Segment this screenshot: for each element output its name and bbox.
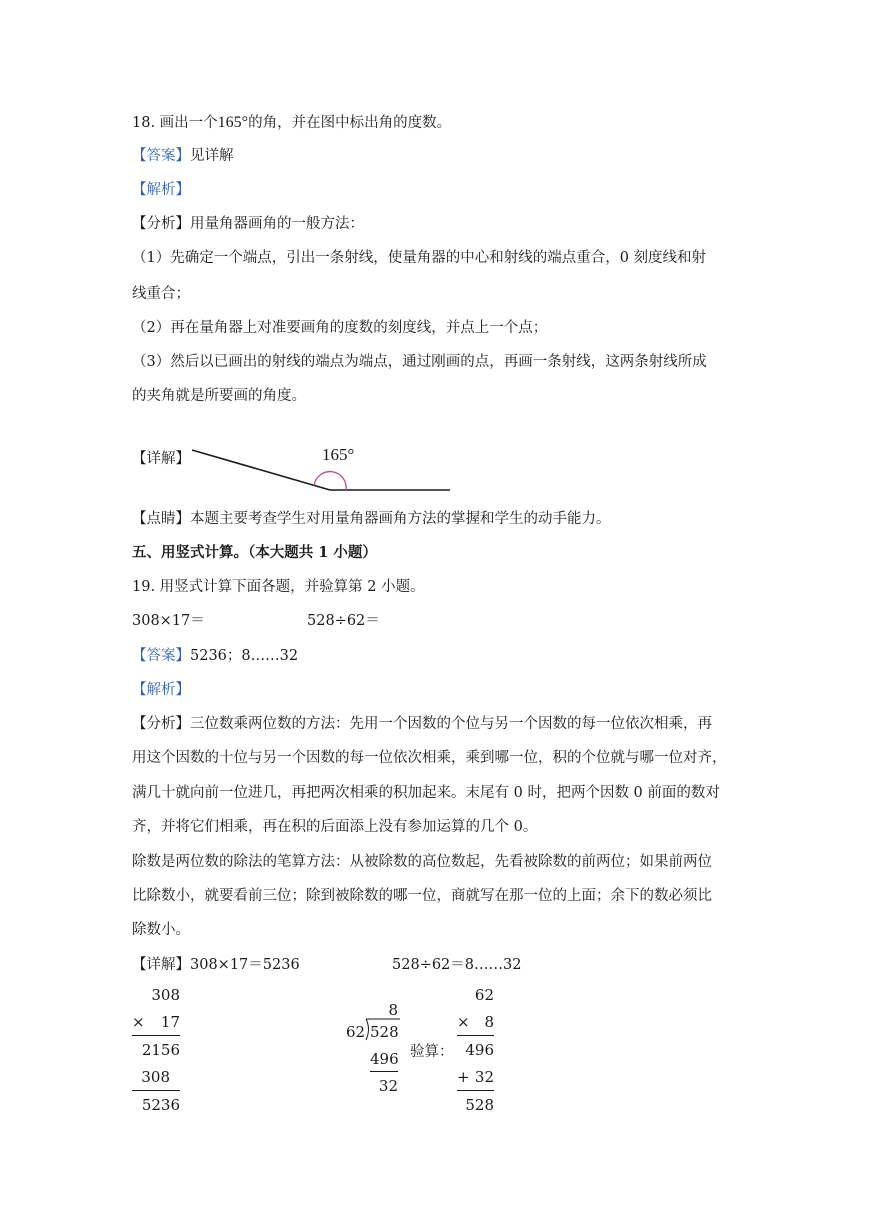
q19-expr1: 308×17＝ <box>132 613 205 629</box>
mult-rule-1 <box>132 1035 180 1036</box>
q19-method-p1: 【分析】三位数乘两位数的方法：先用一个因数的个位与另一个因数的每一位依次相乘，再 <box>132 716 712 732</box>
q18-step1a: （1）先确定一个端点，引出一条射线，使量角器的中心和射线的端点重合，0 刻度线和射 <box>132 250 707 266</box>
div-divisor: 62 <box>346 1023 366 1041</box>
section5-title: 五、用竖式计算。（本大题共 1 小题） <box>132 544 377 561</box>
check-times: × <box>457 1013 470 1031</box>
q19-method-p7: 除数小。 <box>132 922 190 938</box>
q19-detail1: 【详解】308×17＝5236 <box>132 957 300 973</box>
q18-detail-tag: 【详解】 <box>132 451 190 467</box>
div-rule <box>370 1071 398 1072</box>
q18-step2: （2）再在量角器上对准要画角的度数的刻度线，并点上一个点； <box>132 320 548 336</box>
q19-method-p4: 齐，并将它们相乘，再在积的后面添上没有参加运算的几个 0。 <box>132 819 538 835</box>
q18-method: 【分析】用量角器画角的一般方法： <box>132 216 364 232</box>
q18-analysis-tag: 【解析】 <box>132 182 190 198</box>
q19-method-p5: 除数是两位数的除法的笔算方法：从被除数的高位数起，先看被除数的前两位；如果前两位 <box>132 854 712 870</box>
mult-partial-2: 308 <box>141 1068 170 1086</box>
check-a: 62 <box>474 986 494 1004</box>
q18-step3b: 的夹角就是所要画的角度。 <box>132 388 306 404</box>
q18-step3a: （3）然后以已画出的射线的端点为端点，通过刚画的点，再画一条射线，这两条射线所成 <box>132 354 707 370</box>
q19-method-p3: 满几十就向前一位进几，再把两次相乘的积加起来。末尾有 0 时，把两个因数 0 前面的数对 <box>132 785 720 801</box>
div-subtract: 496 <box>370 1050 399 1068</box>
mult-multiplicand: 308 <box>151 986 180 1004</box>
check-rule-2 <box>457 1090 494 1091</box>
check-prod: 496 <box>465 1041 494 1059</box>
check-rem: 32 <box>474 1068 494 1086</box>
mult-rule-2 <box>132 1090 180 1091</box>
q19-answer: 【答案】5236；8……32 <box>132 648 299 664</box>
mult-product: 5236 <box>141 1096 180 1114</box>
angle-ray-slanted <box>192 450 330 490</box>
q19-stem: 19. 用竖式计算下面各题，并验算第 2 小题。 <box>132 579 425 595</box>
q19-detail2: 528÷62＝8……32 <box>392 957 522 973</box>
q19-method-p2: 用这个因数的十位与另一个因数的每一位依次相乘，乘到哪一位，积的个位就与哪一位对齐， <box>132 750 727 766</box>
q18-answer: 【答案】见详解 <box>132 148 234 164</box>
div-remainder: 32 <box>378 1077 398 1095</box>
q19-expr2: 528÷62＝ <box>307 613 380 629</box>
div-quotient: 8 <box>388 1001 398 1019</box>
q19-analysis-tag: 【解析】 <box>132 682 190 698</box>
mult-sign: × <box>132 1013 145 1031</box>
q18-comment: 【点睛】本题主要考查学生对用量角器画角方法的掌握和学生的动手能力。 <box>132 511 611 527</box>
check-b: 8 <box>484 1013 494 1031</box>
angle-value: 165° <box>217 114 249 131</box>
angle-figure-label: 165° <box>322 445 355 464</box>
check-total: 528 <box>465 1096 494 1114</box>
mult-multiplier: 17 <box>160 1013 180 1031</box>
q19-method-p6: 比除数小，就要看前三位；除到被除数的哪一位，商就写在那一位的上面；余下的数必须比 <box>132 888 712 904</box>
q18-stem: 18. 画出一个165°的角，并在图中标出角的度数。 <box>132 114 452 131</box>
check-label: 验算： <box>410 1044 454 1060</box>
check-plus: + <box>457 1068 470 1086</box>
q18-step1b: 线重合； <box>132 286 190 302</box>
check-rule-1 <box>457 1035 494 1036</box>
div-dividend: 528 <box>370 1023 399 1041</box>
mult-partial-1: 2156 <box>141 1041 180 1059</box>
